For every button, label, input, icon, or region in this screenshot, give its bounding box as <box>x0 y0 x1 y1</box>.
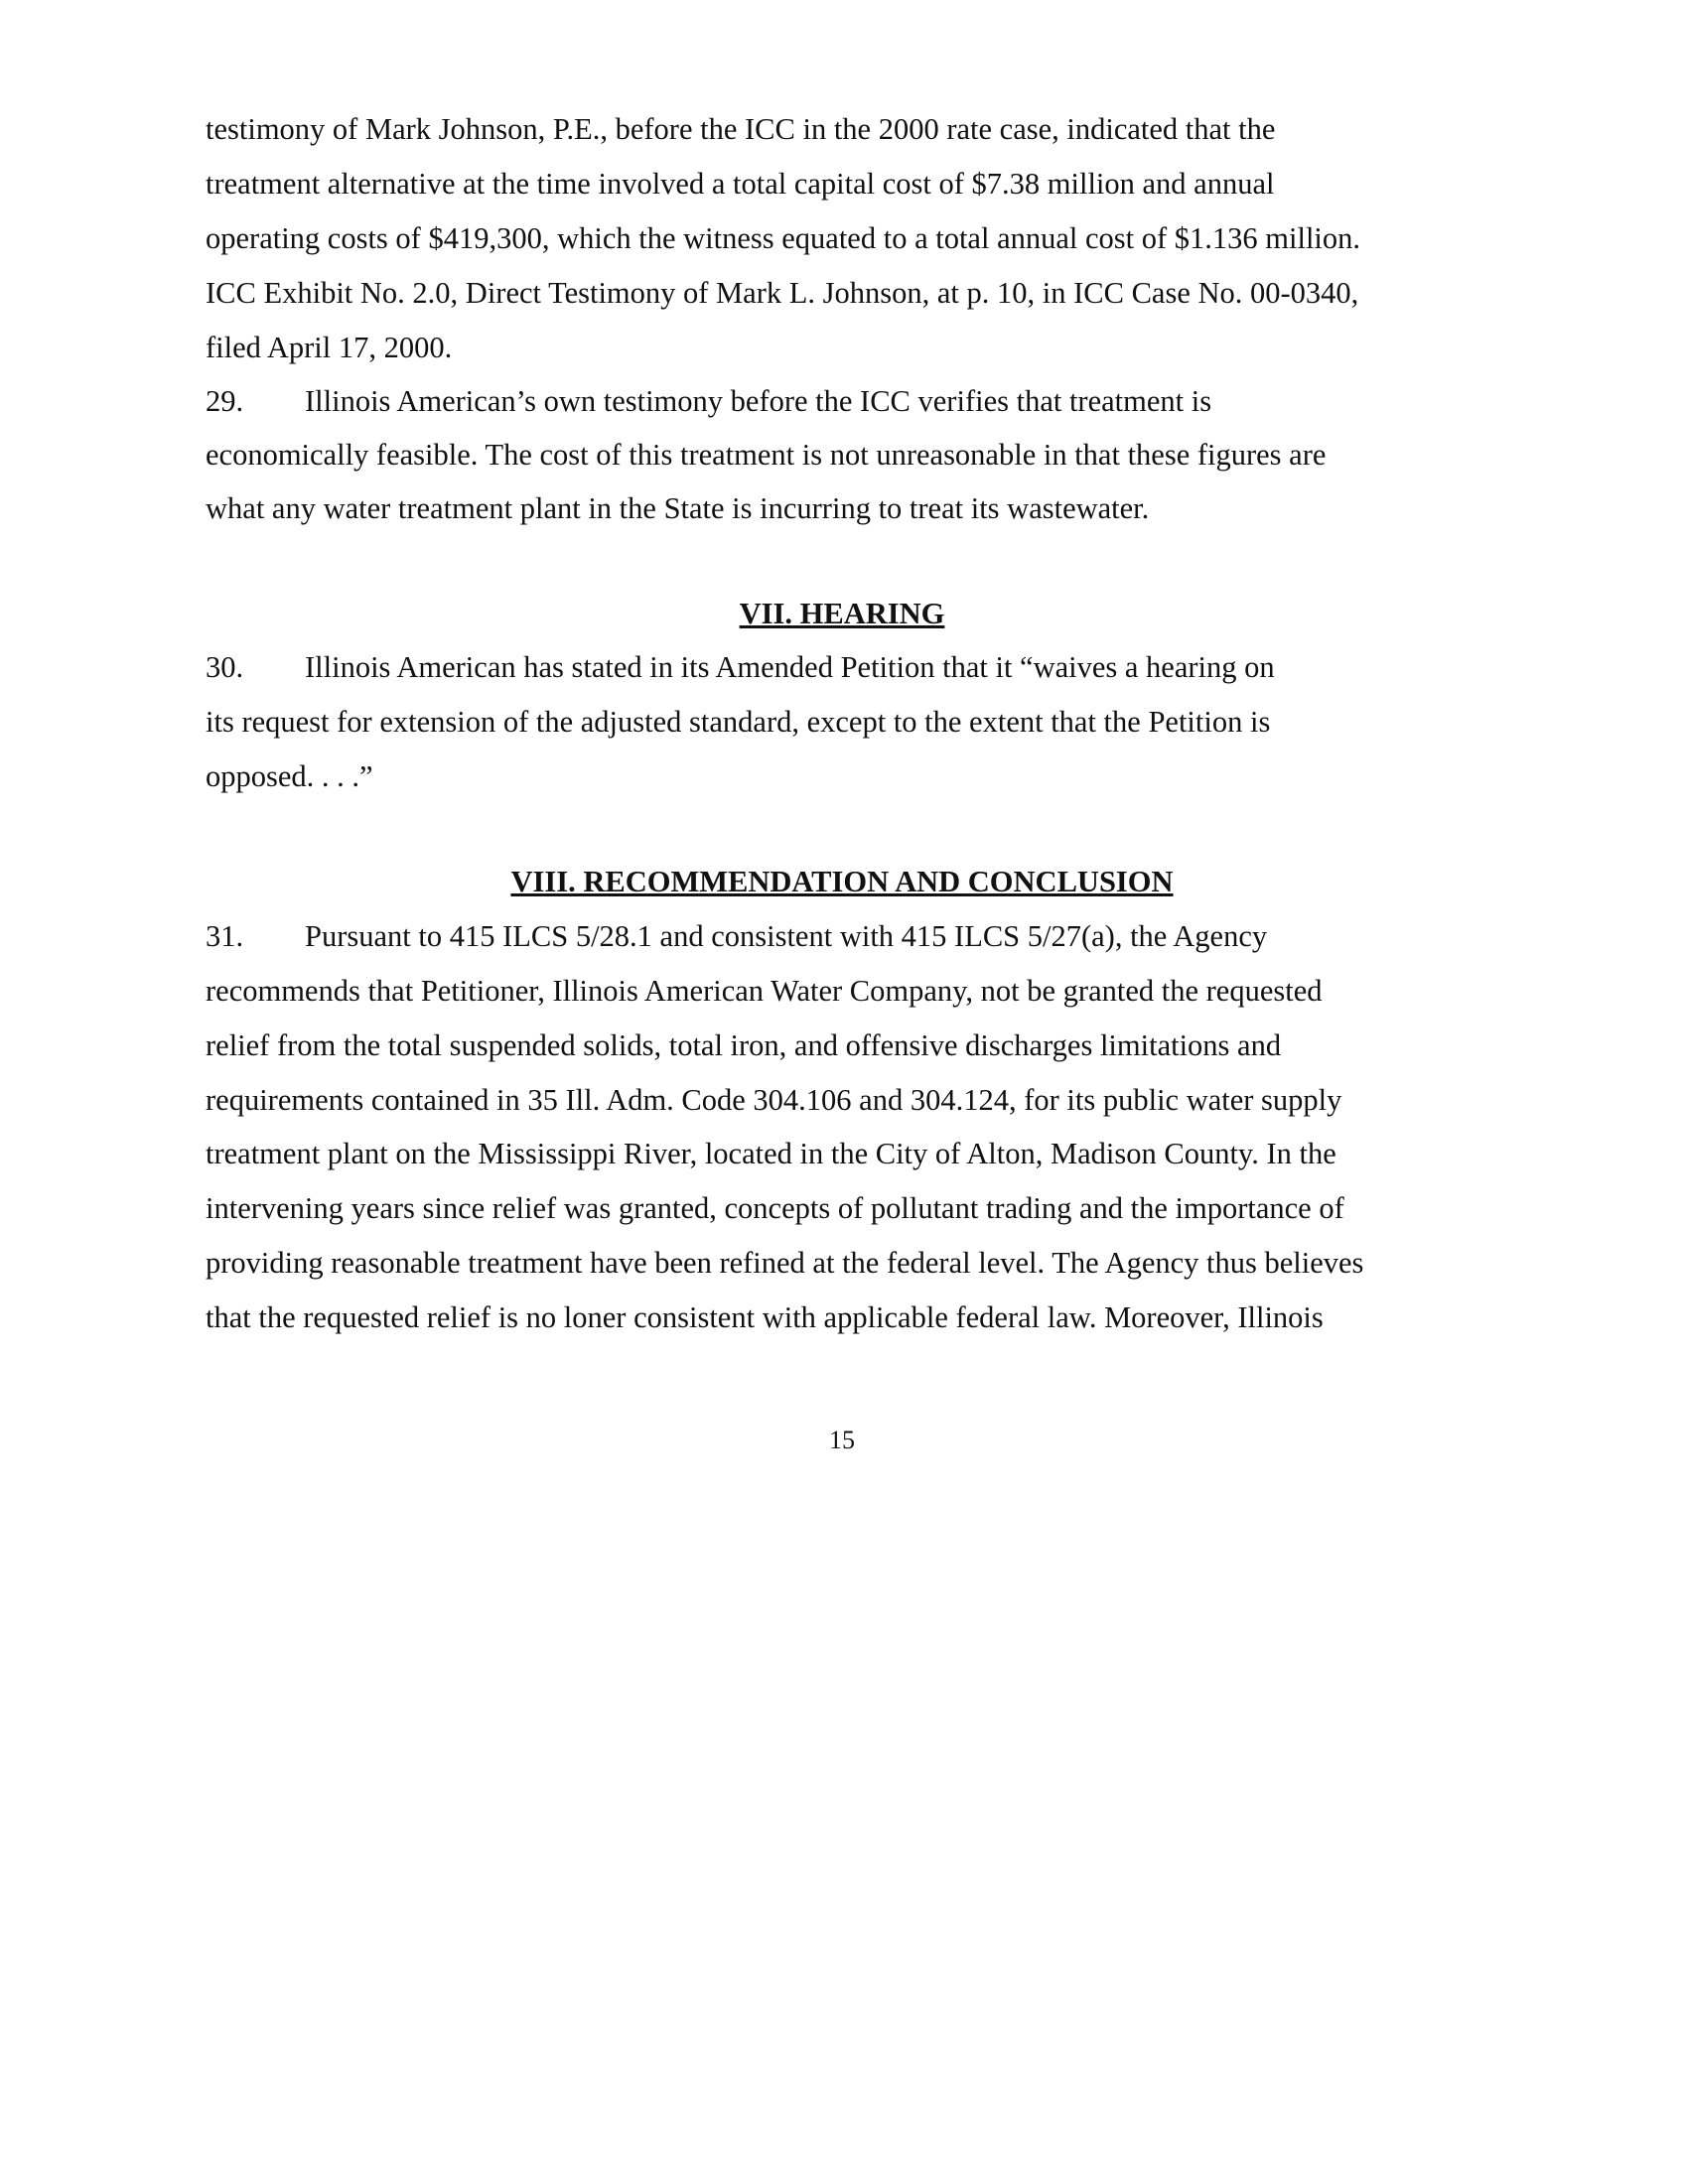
p30-line-2: its request for extension of the adjusted standard, except to the extent that the Petition is <box>206 705 1271 739</box>
p28-line-2: treatment alternative at the time involved a total capital cost of $7.38 million and annual <box>206 167 1275 201</box>
p30-line-3: opposed. . . .” <box>206 759 373 793</box>
p29-line-1: Illinois American’s own testimony before the ICC verifies that treatment is <box>305 384 1212 418</box>
section-vii-heading: VII. HEARING <box>739 597 945 630</box>
p31-line-1: Pursuant to 415 ILCS 5/28.1 and consistent with 415 ILCS 5/27(a), the Agency <box>305 919 1268 953</box>
p30-line-1: Illinois American has stated in its Amended Petition that it “waives a hearing on <box>305 650 1275 684</box>
p28-line-3: operating costs of $419,300, which the witness equated to a total annual cost of $1.136 million. <box>206 221 1361 255</box>
p31-line-6: intervening years since relief was granted, concepts of pollutant trading and the importance of <box>206 1191 1344 1225</box>
p31-line-7: providing reasonable treatment have been refined at the federal level. The Agency thus believes <box>206 1246 1364 1280</box>
p31-line-2: recommends that Petitioner, Illinois American Water Company, not be granted the requested <box>206 974 1323 1008</box>
p31-line-5: treatment plant on the Mississippi River, located in the City of Alton, Madison County. In the <box>206 1137 1336 1170</box>
p31-number: 31. <box>206 919 244 953</box>
p29-first-line <box>206 383 1212 419</box>
p29-line-2: economically feasible. The cost of this treatment is not unreasonable in that these figures are <box>206 438 1327 472</box>
p29-number: 29. <box>206 384 244 418</box>
p28-line-5: filed April 17, 2000. <box>206 331 453 364</box>
p31-first-line <box>206 918 1268 954</box>
p28-line-4: ICC Exhibit No. 2.0, Direct Testimony of Mark L. Johnson, at p. 10, in ICC Case No. 00-0340, <box>206 276 1359 310</box>
section-viii-heading: VIII. RECOMMENDATION AND CONCLUSION <box>510 865 1174 898</box>
p30-number: 30. <box>206 650 244 684</box>
p31-line-4: requirements contained in 35 Ill. Adm. Code 304.106 and 304.124, for its public water supply <box>206 1083 1342 1117</box>
p31-line-3: relief from the total suspended solids, total iron, and offensive discharges limitations and <box>206 1028 1282 1062</box>
p31-line-8: that the requested relief is no loner consistent with applicable federal law. Moreover, Illinois <box>206 1300 1324 1334</box>
p30-first-line <box>206 649 1275 685</box>
page-number: 15 <box>829 1426 855 1454</box>
p28-line-1: testimony of Mark Johnson, P.E., before the ICC in the 2000 rate case, indicated that the <box>206 112 1276 146</box>
p29-line-3: what any water treatment plant in the State is incurring to treat its wastewater. <box>206 491 1150 525</box>
